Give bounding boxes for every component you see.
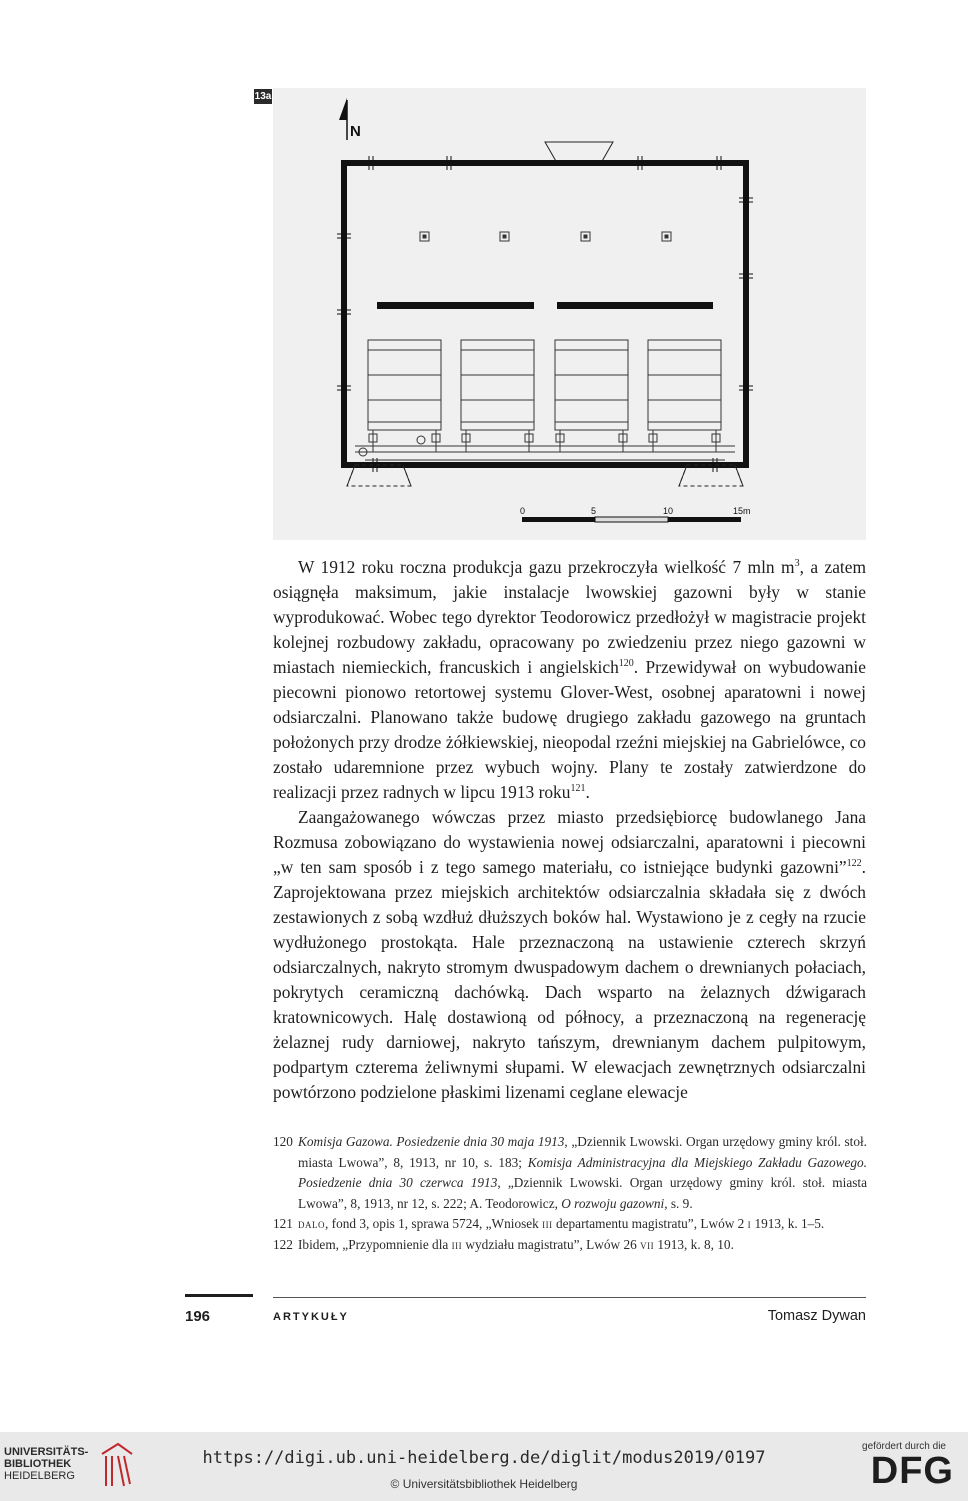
footer-rule-accent [185, 1294, 253, 1297]
footnote-122: 122 Ibidem, „Przypomnienie dla iii wydziału magistratu”, Lwów 26 vii 1913, k. 8, 10. [273, 1235, 867, 1256]
article-body [273, 555, 866, 1105]
north-label: N [350, 123, 361, 140]
pipework [355, 430, 735, 460]
scale-label-0: 0 [520, 506, 526, 516]
north-arrow-icon [339, 98, 361, 140]
scale-label-10: 10 [663, 506, 674, 516]
footnote-ref-120[interactable]: 120 [618, 658, 634, 669]
paragraph-1: W 1912 roku roczna produkcja gazu przekroczyła wielkość 7 mln $m^3$, a zatem osiągnęła maksimum, jakie instalacje lwowskiej gazowni były w stanie wyprodukować. Wobec tego dyrektor Teodorowicz przedłożył w magistracie projekt kolejnej rozbudowy zakładu, opracowany po zwiedzeniu przez niego gazowni w miastach niemieckich, francuskich i angielskich$^{120}$. Przewidywał on wybudowanie piecowni pionowo retortowej systemu Glover-West, osobnej aparatowni i nowej odsiarczalni. Planowano także budowę drugiego zakładu gazowego na gruntach położonych przy drodze żółkiewskiej, nieopodal rzeźni miejskiej na Gabrielówce, co zostało udaremnione przez wybuch wojny. Plany te zostały zatwierdzone do realizacji przez radnych w lipcu 1913 roku$^{121}$. [273, 557, 867, 802]
scale-label-5: 5 [591, 506, 597, 516]
figure-badge: 13a [254, 91, 272, 102]
scale-bar [520, 506, 751, 522]
footnote-ref-122[interactable]: 122 [846, 858, 862, 869]
footnote-number: 120 [273, 1134, 293, 1149]
paragraph-2: Zaangażowanego wówczas przez miasto przedsiębiorcę budowlanego Jana Rozmusa zobowiązano do wystawienia nowej odsiarczalni, aparatowni i piecowni „w ten sam sposób i z tego samego materiału, co istniejące budynki gazowni”$^{122}$. Zaprojektowana przez miejskich architektów odsiarczalnia składała się z dwóch zestawionych z sobą wzdłuż dłuższych boków hal. Wystawiono je z cegły na rzucie wydłużonego prostokąta. Hale przeznaczoną na ustawienie czterech skrzyń odsiarczalnych, nakryto stromym dwuspadowym dachem o drewnianych połaciach, pokrytych ceramiczną dachówką. Dach wsparto na żelaznych dźwigarach kratownicowych. Halę dostawioną od północy, a przeznaczoną na regenerację żelaznej rudy darniowej, nakryto tańszym, drewnianym dachem pulpitowym, podpartym czterema żeliwnymi słupami. W elewacjach zewnętrznych odsiarczalni powtórzono podzielone płaskimi lizenami ceglane elewacje [273, 807, 866, 1102]
dfg-logo[interactable]: DFG [870, 1450, 954, 1492]
entrance-top [545, 142, 613, 163]
footnote-number: 122 [273, 1236, 293, 1252]
floor-plan-figure [273, 88, 866, 540]
floor-plan-drawing [273, 88, 866, 540]
author-name: Tomasz Dywan [767, 1308, 866, 1324]
entrances-bottom [347, 465, 743, 486]
viewer-bottom-bar [0, 1432, 968, 1501]
page-number: 196 [185, 1308, 211, 1325]
footnote-121: 121 dalo, fond 3, opis 1, sprawa 5724, „Wniosek iii departamentu magistratu”, Lwów 2 i 1913, k. 1–5. [273, 1214, 867, 1235]
footnote-ref-121[interactable]: 121 [570, 783, 586, 794]
columns [420, 232, 671, 241]
footnote-number: 121 [273, 1216, 293, 1231]
purifier-boxes [368, 340, 721, 430]
funding-label: gefördert durch die [862, 1441, 946, 1452]
scale-label-15m: 15m [733, 506, 751, 516]
partition-walls [377, 302, 713, 309]
copyright-notice: © Universitätsbibliothek Heidelberg [390, 1477, 578, 1491]
section-name: ARTYKUŁY [273, 1311, 349, 1323]
library-logo[interactable]: UNIVERSITÄTS- BIBLIOTHEK HEIDELBERG [4, 1446, 89, 1482]
footnote-120: 120 Komisja Gazowa. Posiedzenie dnia 30 maja 1913, „Dziennik Lwowski. Organ urzędowy gminy król. stoł. miasta Lwowa”, 8, 1913, nr 10, s. 183; Komisja Administracyjna dla Miejskiego Zakładu Gazowego. Posiedzenie dnia 30 czerwca 1913, „Dziennik Lwowski. Organ urzędowy gminy król. stoł. miasta Lwowa”, 8, 1913, nr 12, s. 222; A. Teodorowicz, O rozwoju gazowni, s. 9. [273, 1134, 868, 1211]
footer-rule [273, 1297, 866, 1298]
document-url[interactable]: https://digi.ub.uni-heidelberg.de/diglit/modus2019/0197 [202, 1448, 766, 1468]
footnotes [273, 1132, 867, 1255]
